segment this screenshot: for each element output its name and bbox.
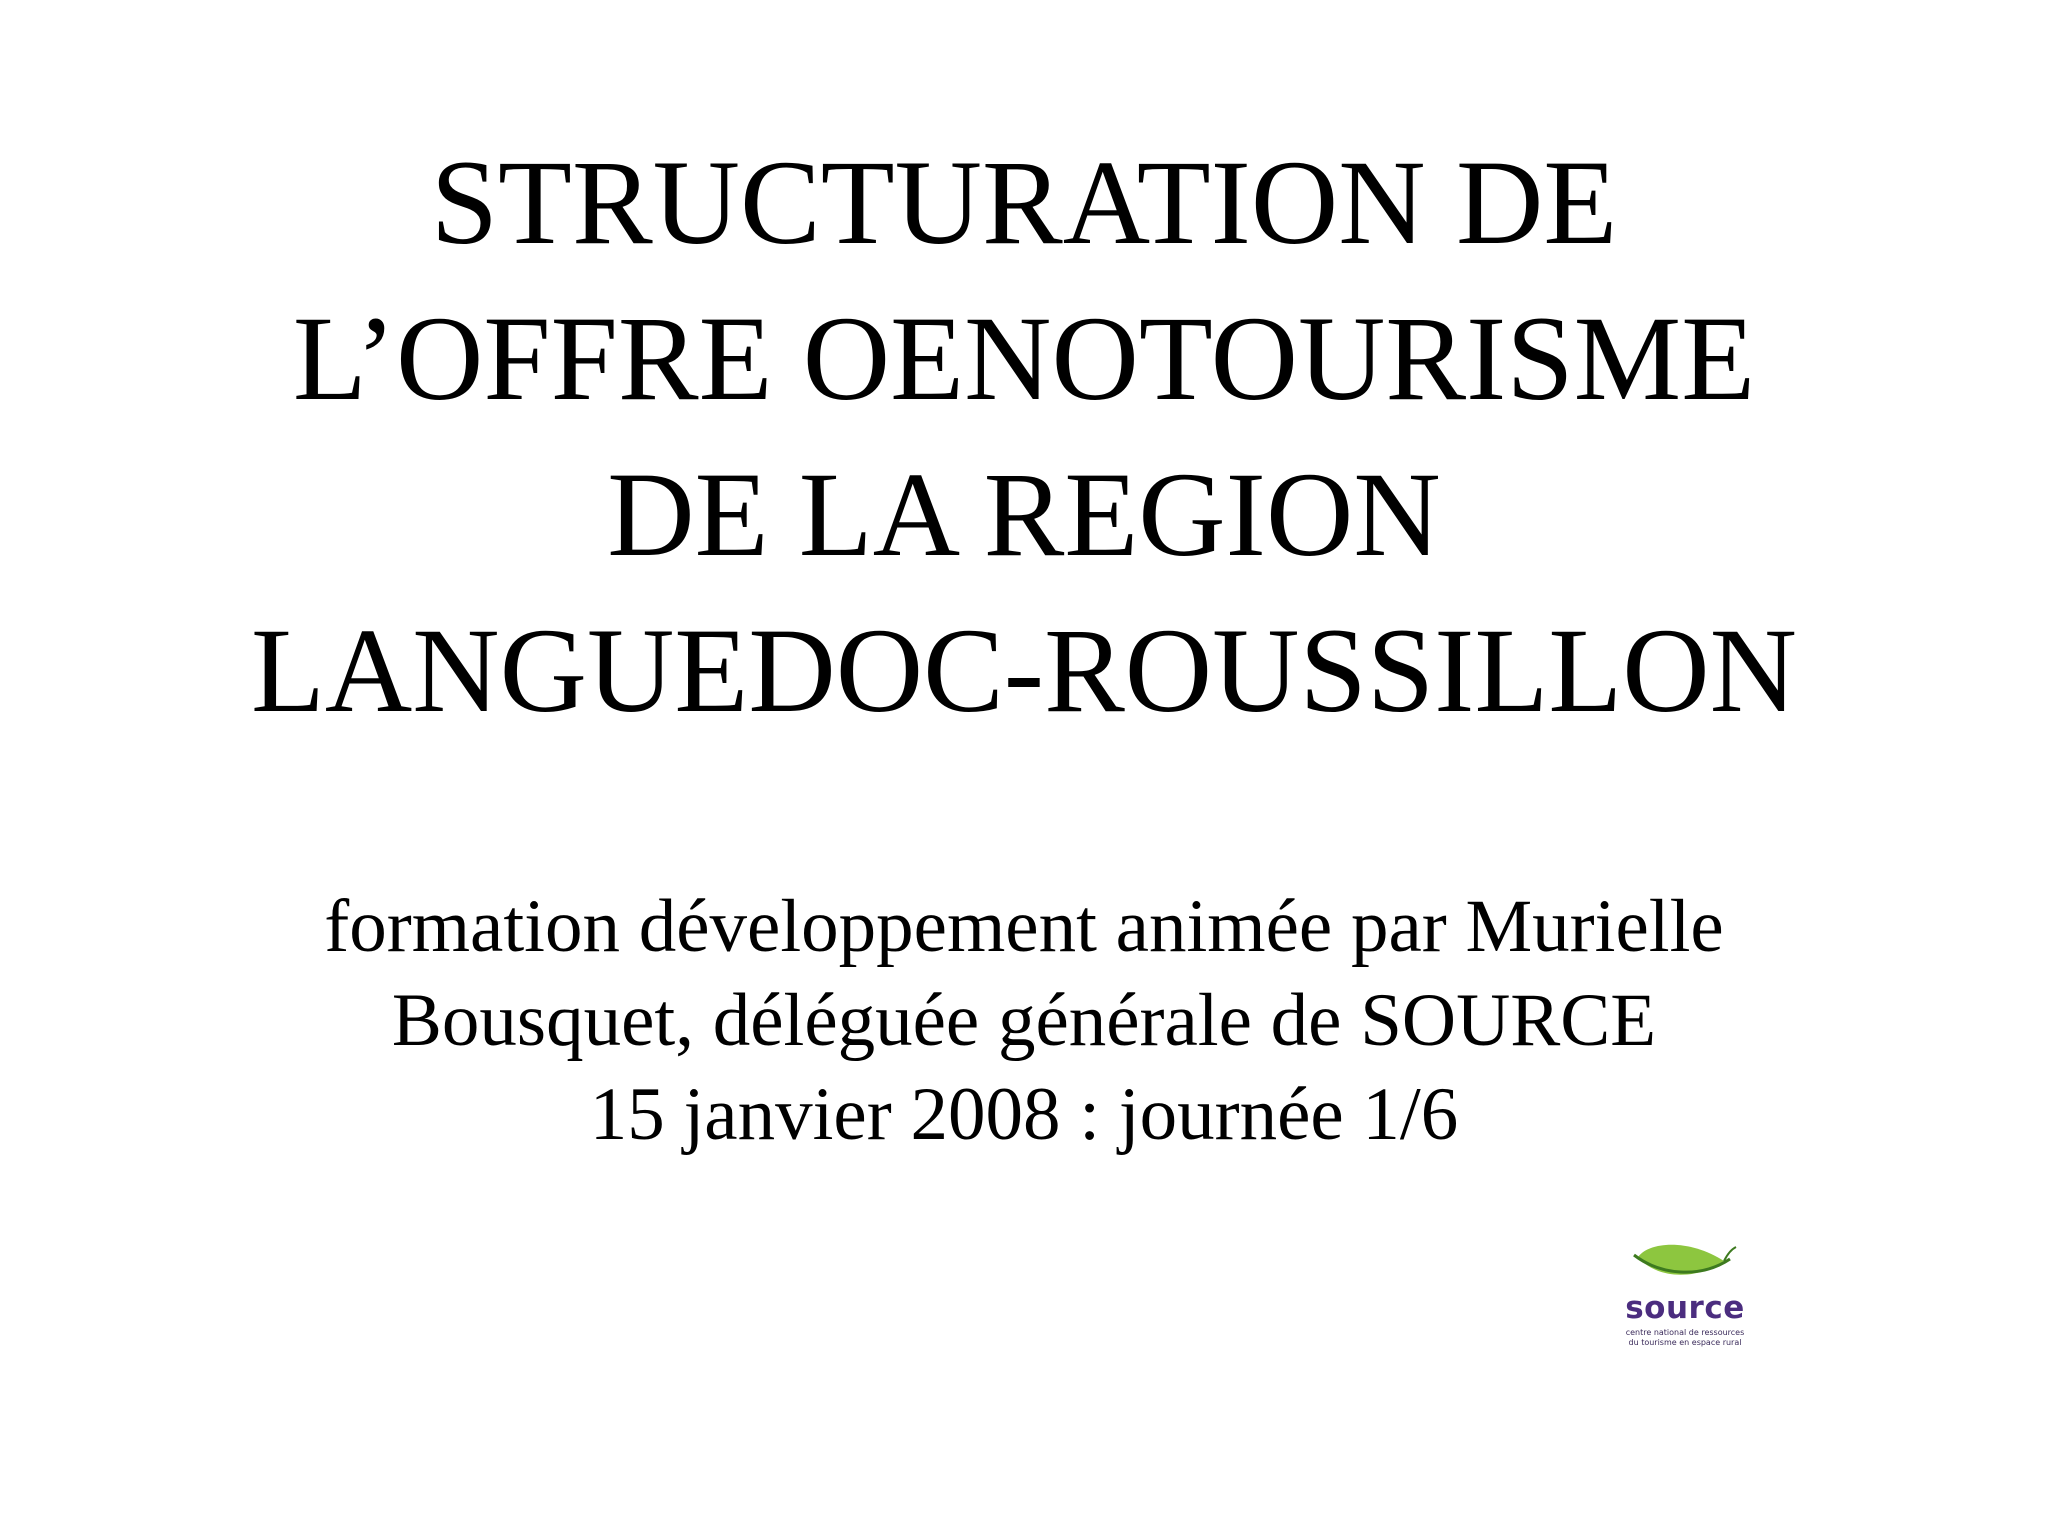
logo-wordmark: source [1625,1290,1745,1326]
title-line-2: L’OFFRE OENOTOURISME [292,292,1756,426]
title-line-1: STRUCTURATION DE [430,136,1618,270]
logo-tagline [1620,1328,1750,1348]
source-logo [1620,1235,1750,1365]
subtitle-line-3: 15 janvier 2008 : journée 1/6 [589,1073,1459,1156]
subtitle-line-2: Bousquet, déléguée générale de SOURCE [391,979,1657,1062]
title-line-3: DE LA REGION [607,448,1441,582]
leaf-shape [1638,1245,1724,1275]
subtitle-line-1: formation développement animée par Murielle [324,885,1724,968]
slide-title [0,125,2048,749]
slide-subtitle [0,880,2048,1162]
leaf-tip [1724,1247,1736,1261]
logo-tagline-line-2: du tourisme en espace rural [1628,1338,1742,1347]
logo-tagline-line-1: centre national de ressources [1625,1328,1745,1337]
leaf-icon [1620,1235,1750,1295]
title-line-4: LANGUEDOC-ROUSSILLON [250,604,1798,738]
